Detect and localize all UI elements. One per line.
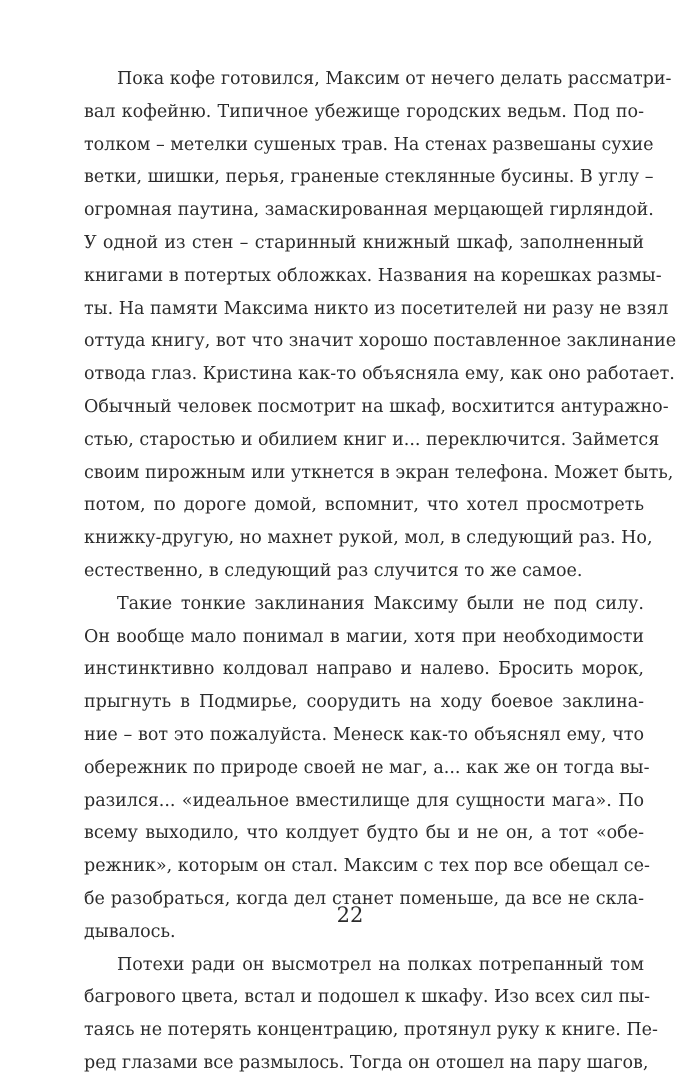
text-line: оттуда книгу, вот что значит хорошо поставленное заклинание [84,331,677,352]
paragraph-2 [84,588,650,949]
text-line: Он вообще мало понимал в магии, хотя при необходимости [84,626,644,647]
text-line: всему выходило, что колдует будто бы и не он, а тот «обе- [84,823,644,844]
paragraph-3 [84,949,658,1080]
text-line: Обычный человек посмотрит на шкаф, восхитится антуражно- [84,396,669,417]
text-line: толком – метелки сушеных трав. На стенах развешаны сухие [84,134,654,155]
text-line: своим пирожным или уткнется в экран телефона. Может быть, [84,462,674,483]
page-number: 22 [336,903,364,927]
text-line: книжку-другую, но махнет рукой, мол, в следующий раз. Но, [84,528,653,549]
text-line: Пока кофе готовился, Максим от нечего делать рассматри- [117,69,672,89]
text-line: огромная паутина, замаскированная мерцающей гирляндой. [84,200,654,221]
text-line: дывалось. [84,921,176,942]
text-line: Такие тонкие заклинания Максиму были не под силу. [117,593,644,614]
page-text [84,63,677,1080]
text-line: естественно, в следующий раз случится то же самое. [84,560,583,581]
text-line: разился... «идеальное вместилище для сущности мага». По [84,790,644,811]
text-line: режник», которым он стал. Максим с тех пор все обещал се- [84,856,650,877]
text-line: таясь не потерять концентрацию, протянул руку к книге. Пе- [84,1020,658,1041]
paragraph-1 [84,63,677,588]
text-line: ние – вот это пожалуйста. Менеск как-то объяснял ему, что [84,724,644,745]
text-line: ветки, шишки, перья, граненые стеклянные бусины. В углу – [84,167,654,188]
text-line: потом, по дороге домой, вспомнит, что хотел просмотреть [84,495,644,516]
text-line: багрового цвета, встал и подошел к шкафу. Изо всех сил пы- [84,987,650,1008]
text-line: ты. На памяти Максима никто из посетителей ни разу не взял [84,298,669,319]
text-line: книгами в потертых обложках. Названия на корешках размы- [84,265,662,286]
text-line: Потехи ради он высмотрел на полках потрепанный том [117,954,644,975]
text-line: отвода глаз. Кристина как-то объясняла ему, как оно работает. [84,364,675,385]
text-line: вал кофейню. Типичное убежище городских ведьм. Под по- [84,101,644,122]
text-line: стью, старостью и обилием книг и... переключится. Займется [84,429,660,450]
text-line: ред глазами все размылось. Тогда он отошел на пару шагов, [84,1052,649,1073]
text-line: обережник по природе своей не маг, а... как же он тогда вы- [84,757,650,778]
text-line: инстинктивно колдовал направо и налево. Бросить морок, [84,659,644,680]
text-line: прыгнуть в Подмирье, соорудить на ходу боевое заклина- [84,692,644,713]
text-line: бе разобраться, когда дел станет поменьше, да все не скла- [84,888,644,909]
text-line: У одной из стен – старинный книжный шкаф, заполненный [84,232,644,253]
